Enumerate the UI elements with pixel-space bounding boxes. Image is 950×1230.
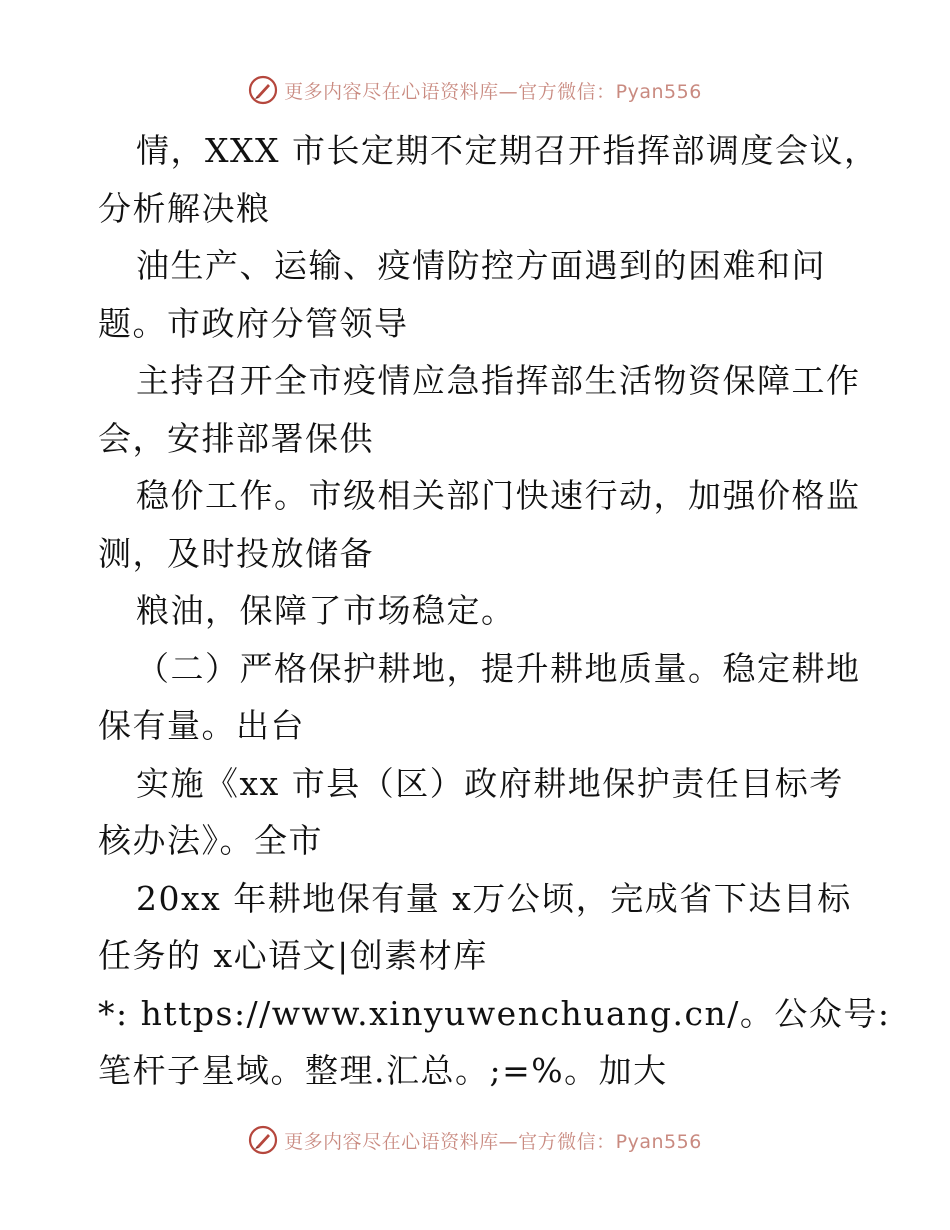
footer-banner-text: 更多内容尽在心语资料库—官方微信：Pyan556 [284,1130,702,1153]
quill-logo-icon [248,1125,278,1155]
text-line: 核办法》。全市 [98,821,323,860]
footer-banner [0,1122,950,1158]
text-line: 实施《xx 市县（区）政府耕地保护责任目标考 [136,763,844,803]
text-line: 油生产、运输、疫情防控方面遇到的困难和问 [136,246,826,285]
text-line: 稳价工作。市级相关部门快速行动，加强价格监 [136,476,861,515]
text-line: 题。市政府分管领导 [98,303,409,343]
text-line: 主持召开全市疫情应急指挥部生活物资保障工作 [136,361,861,400]
text-line: 情，XXX 市长定期不定期召开指挥部调度会议， [136,131,879,170]
text-line: *: https://www.xinyuwenchuang.cn/。公众号: [98,993,891,1033]
text-line: 保有量。出台 [98,706,305,745]
document-body [98,122,891,1100]
quill-logo-icon [248,75,278,105]
header-banner-text: 更多内容尽在心语资料库—官方微信：Pyan556 [284,80,702,103]
text-line: 任务的 x心语文|创素材库 [98,936,488,975]
header-banner [0,72,950,108]
text-line: 分析解决粮 [98,188,271,228]
text-line: 粮油，保障了市场稳定。 [136,591,516,630]
text-line: 会，安排部署保供 [98,418,374,458]
text-line: 笔杆子星域。整理.汇总。;=%。加大 [98,1051,668,1090]
text-line: 20xx 年耕地保有量 x万公顷，完成省下达目标 [136,878,852,918]
text-line: 测，及时投放储备 [98,533,374,573]
section-heading-line: （二）严格保护耕地，提升耕地质量。稳定耕地 [136,648,861,688]
